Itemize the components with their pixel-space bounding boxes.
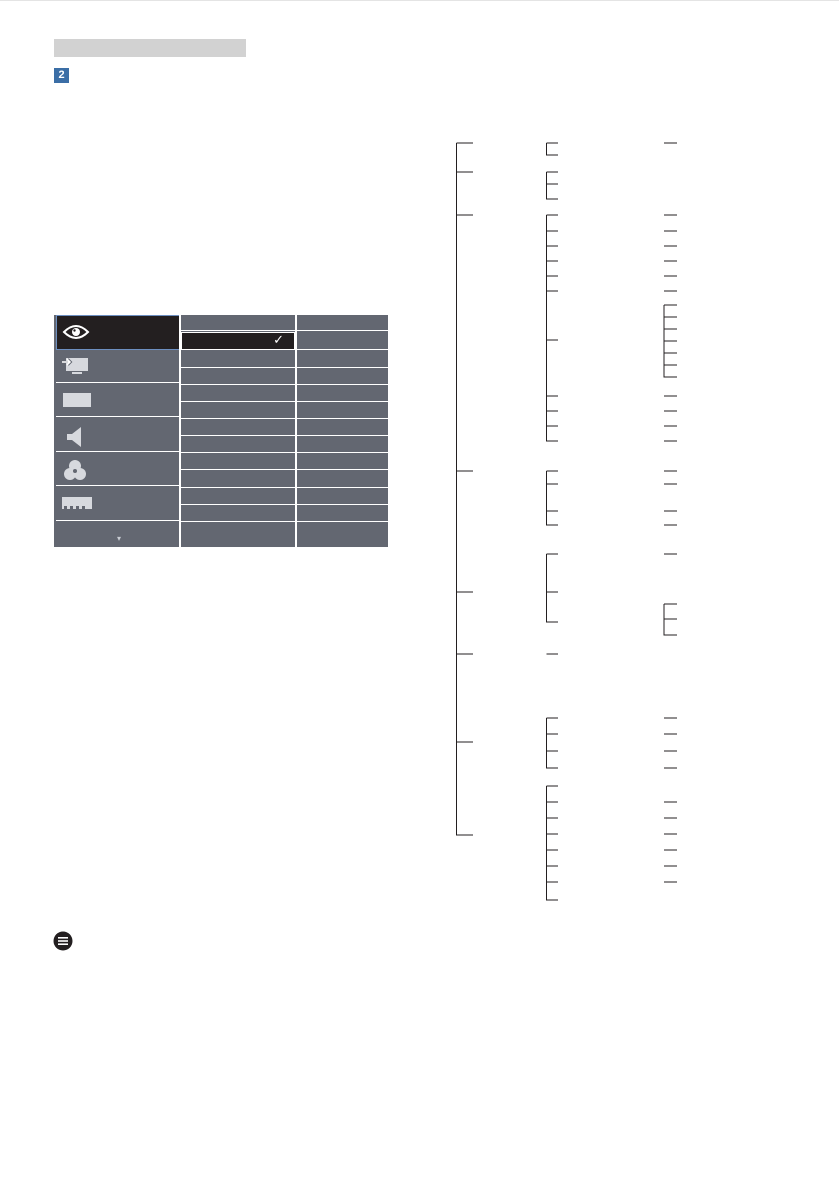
tree-branch (547, 554, 559, 622)
osd-row-divider (297, 521, 388, 522)
tree-main-spine (457, 143, 474, 835)
osd-nav-item-audio[interactable] (56, 419, 181, 452)
osd-row-divider (297, 349, 388, 350)
checkmark-icon: ✓ (273, 333, 284, 348)
tree-branch (547, 718, 559, 768)
tree-branch (547, 471, 559, 525)
osd-nav-item-lowblue[interactable] (56, 315, 181, 350)
speaker-icon (66, 426, 84, 448)
osd-column-divider (295, 315, 297, 547)
step-number-badge: 2 (54, 68, 69, 83)
tree-branch (547, 215, 559, 441)
picture-icon (63, 393, 91, 409)
tree-branch (547, 143, 559, 155)
osd-row-divider (297, 367, 388, 368)
page-top-rule (0, 0, 839, 1)
osd-nav-item-ports[interactable] (56, 488, 181, 521)
osd-row-divider (297, 384, 388, 385)
osd-row-divider (297, 504, 388, 505)
osd-row-divider (297, 401, 388, 402)
osd-row-divider (297, 435, 388, 436)
osd-row-divider (181, 452, 295, 453)
osd-row-divider (181, 401, 295, 402)
osd-row-divider (181, 330, 295, 331)
osd-row-divider (297, 330, 388, 331)
osd-nav-item-picture[interactable] (56, 384, 181, 417)
osd-value-column (297, 315, 388, 547)
osd-nav-column (54, 315, 181, 547)
tree-branch (457, 143, 474, 742)
eye-icon (62, 323, 90, 341)
osd-row-divider (297, 418, 388, 419)
osd-row-divider (181, 367, 295, 368)
note-icon (53, 931, 73, 951)
osd-submenu-column (181, 315, 295, 547)
osd-row-divider (181, 435, 295, 436)
osd-row-divider (181, 469, 295, 470)
osd-row-divider (297, 469, 388, 470)
tree-branch (664, 718, 677, 768)
tree-branch (664, 215, 677, 441)
osd-row-divider (297, 487, 388, 488)
osd-row-divider (181, 384, 295, 385)
tree-branch (664, 305, 677, 377)
osd-nav-item-input[interactable] (56, 350, 181, 383)
color-icon (63, 459, 87, 481)
menu-tree-diagram (455, 138, 695, 908)
osd-column-divider (179, 315, 181, 547)
tree-branch (664, 802, 677, 882)
scroll-down-indicator[interactable]: ▾ (117, 534, 122, 543)
osd-nav-item-color[interactable] (56, 453, 181, 486)
osd-row-divider (181, 418, 295, 419)
osd-menu-illustration (54, 315, 388, 547)
tree-branch (664, 471, 677, 525)
ports-icon (62, 497, 92, 511)
tree-branch (664, 604, 677, 635)
tree-branch (547, 172, 559, 199)
osd-row-divider (181, 504, 295, 505)
osd-row-divider (181, 521, 295, 522)
osd-row-divider (297, 452, 388, 453)
osd-row-divider (181, 487, 295, 488)
tree-branch (547, 786, 559, 900)
osd-selected-option[interactable] (181, 332, 295, 350)
tree-branch (547, 215, 559, 426)
input-source-icon (62, 356, 90, 376)
section-header-bar (54, 39, 246, 57)
